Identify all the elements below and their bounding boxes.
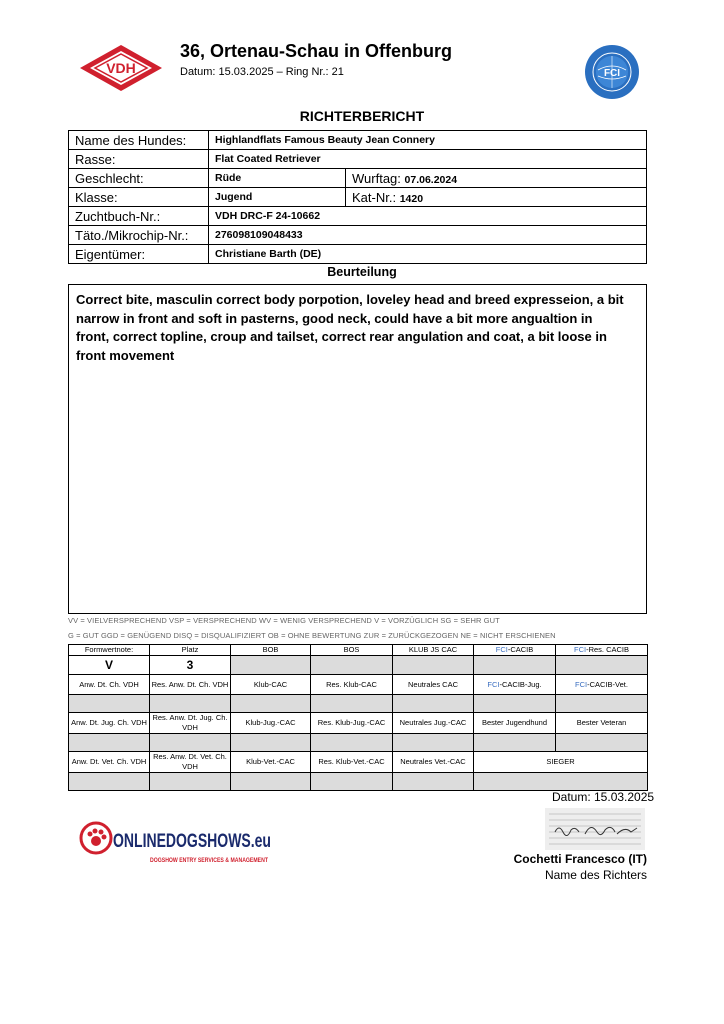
- assessment-text: Correct bite, masculin correct body porpotion, loveley head and breed expresseion, a bit narrow in front and soft in pasterns, good neck, could have a bit more angualtion in front, correct topline, croup and tailset, correct rear angulation and coat, a bit loose in front movement: [76, 292, 624, 363]
- report-date: Datum: 15.03.2025: [552, 790, 655, 804]
- grid-cell: [150, 734, 231, 752]
- legend-line-2: G = GUT GGD = GENÜGEND DISQ = DISQUALIFIZIERT OB = OHNE BEWERTUNG ZUR = ZURÜCKGEZOGEN NE = NICHT ERSCHIENEN: [68, 631, 556, 640]
- owner-label: Eigentümer:: [69, 245, 209, 264]
- title-label: Bester Jugendhund: [474, 713, 556, 734]
- grid-cell: [150, 695, 231, 713]
- fci-logo-text: FCI: [603, 68, 621, 79]
- dog-name-value: Highlandflats Famous Beauty Jean Connery: [209, 131, 647, 150]
- sex-value: Rüde: [209, 169, 346, 188]
- fci-cacib-jug-label: FCI-CACIB-Jug.: [474, 675, 556, 695]
- fci-cacib-vet-label: FCI-CACIB-Vet.: [556, 675, 648, 695]
- logo-sub-text: DOGSHOW ENTRY SERVICES & MANAGEMENT: [150, 858, 269, 864]
- grid-cell: [311, 773, 393, 791]
- judge-signature: [545, 808, 645, 850]
- grid-cell: [556, 695, 648, 713]
- grid-cell: [393, 773, 474, 791]
- assessment-heading: Beurteilung: [327, 265, 397, 279]
- grid-cell: [69, 695, 150, 713]
- judge-name: Cochetti Francesco (IT): [513, 852, 647, 866]
- catalog-number: [346, 188, 647, 207]
- grid-cell: [231, 773, 311, 791]
- title-label: Klub-Jug.-CAC: [231, 713, 311, 734]
- birth-label: Wurftag:: [352, 170, 401, 186]
- chip-label: Täto./Mikrochip-Nr.:: [69, 226, 209, 245]
- bos-cell: [311, 656, 393, 675]
- dog-name-label: Name des Hundes:: [69, 131, 209, 150]
- title-label: Res. Anw. Dt. Jug. Ch. VDH: [150, 713, 231, 734]
- breed-label: Rasse:: [69, 150, 209, 169]
- show-date-ring: Datum: 15.03.2025 – Ring Nr.: 21: [180, 66, 344, 78]
- title-label: Neutrales Jug.-CAC: [393, 713, 474, 734]
- owner-value: Christiane Barth (DE): [209, 245, 647, 264]
- grid-cell: [556, 734, 648, 752]
- place-header: Platz: [150, 645, 231, 656]
- grid-cell: [311, 734, 393, 752]
- grid-cell: [393, 734, 474, 752]
- title-label: Res. Anw. Dt. Vet. Ch. VDH: [150, 752, 231, 773]
- bob-header: BOB: [231, 645, 311, 656]
- title-label: Anw. Dt. Ch. VDH: [69, 675, 150, 695]
- birth-value: 07.06.2024: [404, 173, 458, 186]
- vdh-logo-text: VDH: [106, 60, 136, 76]
- legend-line-1: VV = VIELVERSPRECHEND VSP = VERSPRECHEND WV = WENIG VERSPRECHEND V = VORZÜGLICH SG = SEHR GUT: [68, 616, 500, 625]
- fci-cacib-cell: [474, 656, 556, 675]
- birth-date: [346, 169, 647, 188]
- grid-cell: [311, 695, 393, 713]
- breed-value: Flat Coated Retriever: [209, 150, 647, 169]
- grading-table: [68, 644, 648, 791]
- stud-value: VDH DRC-F 24-10662: [209, 207, 647, 226]
- fci-res-cacib-cell: [556, 656, 648, 675]
- title-label: Res. Anw. Dt. Ch. VDH: [150, 675, 231, 695]
- grid-cell: [393, 695, 474, 713]
- vdh-logo: [78, 43, 164, 93]
- chip-value: 276098109048433: [209, 226, 647, 245]
- class-value: Jugend: [209, 188, 346, 207]
- fci-logo: [584, 44, 640, 100]
- assessment-box: [68, 284, 647, 614]
- cat-value: 1420: [399, 192, 424, 205]
- dog-info-table: [68, 130, 647, 264]
- title-label: Res. Klub-Vet.-CAC: [311, 752, 393, 773]
- title-label: Res. Klub-CAC: [311, 675, 393, 695]
- show-title: 36, Ortenau-Schau in Offenburg: [180, 41, 453, 61]
- club-js-cac-header: KLUB JS CAC: [393, 645, 474, 656]
- bob-cell: [231, 656, 311, 675]
- grid-cell: [474, 734, 556, 752]
- grid-cell: [474, 695, 556, 713]
- title-label: Anw. Dt. Vet. Ch. VDH: [69, 752, 150, 773]
- bos-header: BOS: [311, 645, 393, 656]
- title-label: Anw. Dt. Jug. Ch. VDH: [69, 713, 150, 734]
- title-label: Klub-Vet.-CAC: [231, 752, 311, 773]
- title-label: Neutrales Vet.-CAC: [393, 752, 474, 773]
- fci-res-cacib-header: FCI-Res. CACIB: [556, 645, 648, 656]
- onlinedogshows-logo: [80, 820, 280, 866]
- stud-label: Zuchtbuch-Nr.:: [69, 207, 209, 226]
- winner-label: SIEGER: [474, 752, 648, 773]
- title-label: Klub-CAC: [231, 675, 311, 695]
- title-label: Bester Veteran: [556, 713, 648, 734]
- report-title: RICHTERBERICHT: [299, 108, 425, 124]
- sex-label: Geschlecht:: [69, 169, 209, 188]
- grade-value: V: [69, 656, 150, 675]
- title-label: Neutrales CAC: [393, 675, 474, 695]
- fci-cacib-header: FCI-CACIB: [474, 645, 556, 656]
- grid-cell: [231, 695, 311, 713]
- judge-label: Name des Richters: [544, 868, 647, 882]
- logo-main-text: ONLINEDOGSHOWS.eu: [113, 831, 271, 852]
- club-js-cac-cell: [393, 656, 474, 675]
- class-label: Klasse:: [69, 188, 209, 207]
- grid-cell: [474, 773, 648, 791]
- cat-label: Kat-Nr.:: [352, 189, 397, 205]
- title-label: Res. Klub-Jug.-CAC: [311, 713, 393, 734]
- grade-header: Formwertnote:: [69, 645, 150, 656]
- grid-cell: [69, 773, 150, 791]
- grid-cell: [150, 773, 231, 791]
- grid-cell: [231, 734, 311, 752]
- grid-cell: [69, 734, 150, 752]
- place-value: 3: [150, 656, 231, 675]
